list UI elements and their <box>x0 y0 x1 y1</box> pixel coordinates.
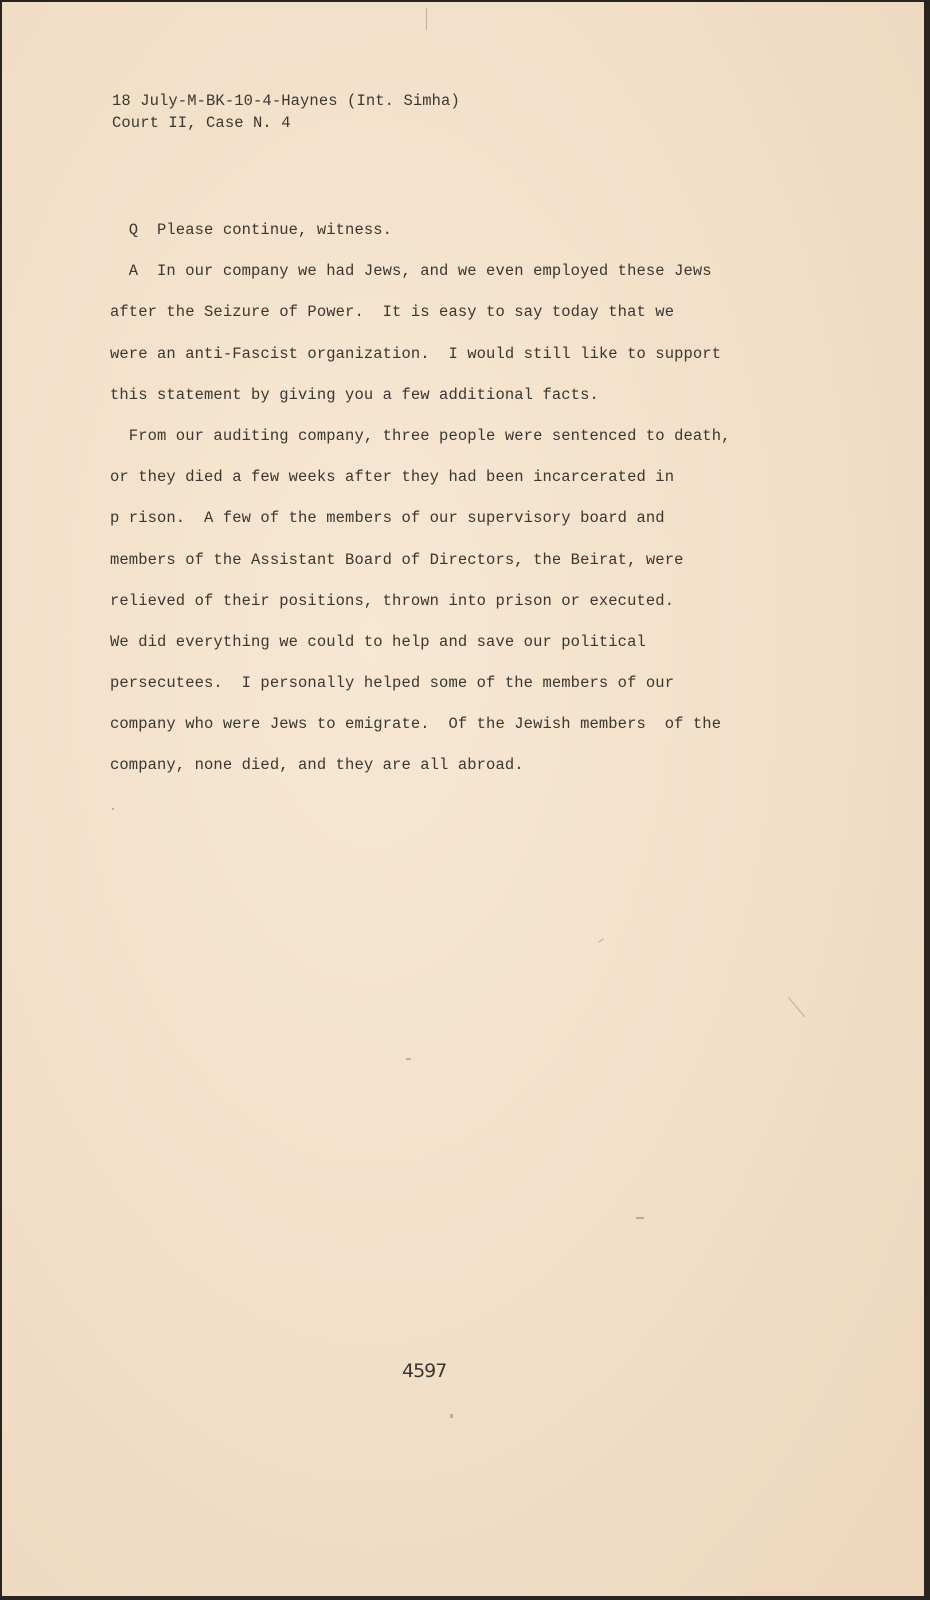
transcript-line: persecutees. I personally helped some of the members of our <box>110 674 675 693</box>
paper-speck <box>406 1058 411 1060</box>
transcript-line: Q Please continue, witness. <box>110 221 393 239</box>
transcript-line: company who were Jews to emigrate. Of the Jewish members of the <box>110 715 722 734</box>
header-court-line: Court II, Case N. 4 <box>112 114 291 132</box>
paper-speck <box>112 808 114 810</box>
paper-speck <box>598 938 603 942</box>
transcript-line: p rison. A few of the members of our supervisory board and <box>110 509 665 528</box>
transcript-body <box>110 210 810 787</box>
document-header <box>112 90 460 134</box>
transcript-line: this statement by giving you a few additional facts. <box>110 385 599 404</box>
paper-speck <box>788 997 805 1018</box>
transcript-line: relieved of their positions, thrown into prison or executed. <box>110 591 675 610</box>
transcript-line: A In our company we had Jews, and we even employed these Jews <box>110 262 712 281</box>
paper-speck <box>636 1217 644 1219</box>
transcript-line: members of the Assistant Board of Directors, the Beirat, were <box>110 550 684 569</box>
page-number: 4597 <box>402 1360 447 1382</box>
transcript-line: were an anti-Fascist organization. I would still like to support <box>110 344 722 363</box>
paper-speck <box>450 1414 453 1418</box>
transcript-line: From our auditing company, three people were sentenced to death, <box>110 426 731 445</box>
transcript-line: after the Seizure of Power. It is easy to say today that we <box>110 303 675 322</box>
header-reference-line: 18 July-M-BK-10-4-Haynes (Int. Simha) <box>112 92 460 110</box>
transcript-line: company, none died, and they are all abroad. <box>110 756 524 775</box>
transcript-line: We did everything we could to help and save our political <box>110 632 646 651</box>
transcript-line: or they died a few weeks after they had been incarcerated in <box>110 468 675 487</box>
paper-speck <box>426 8 427 30</box>
document-page <box>2 2 924 1596</box>
